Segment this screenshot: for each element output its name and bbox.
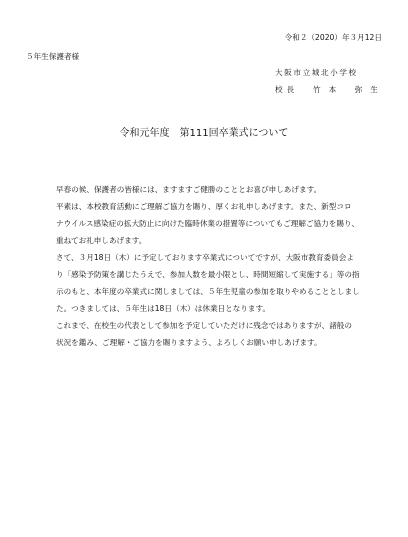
body-paragraph: 早春の候、保護者の皆様には、ますますご健勝のこととお喜び申しあげます。 [56, 185, 322, 194]
recipient-line: ５年生保護者様 [26, 52, 80, 61]
principal-title: 校長 [275, 85, 299, 94]
body-paragraph: さて、３月18日（木）に予定しております卒業式についてですが、大阪市教育委員会よ り「感染予防策を講じたうえで、参加人数を最小限とし、時間短縮して実施する」等の指 示のもと、本年度の卒業式に関しましては、５年生児童の参加を取りやめることとしまし た。つきましては、５年生は18日（木）は休業日となります。 [56, 253, 360, 313]
school-name: 大阪市立城北小学校 [275, 68, 358, 77]
document-body [56, 181, 386, 351]
document-date: 令和２（2020）年３月12日 [284, 33, 382, 42]
principal-name: 竹本 弥生 [313, 85, 386, 94]
principal-line [275, 85, 386, 94]
body-paragraph: 平素は、本校教育活動にご理解ご協力を賜り、厚くお礼申しあげます。また、新型コロ ナウイルス感染症の拡大防止に向けた臨時休業の措置等についてもご理解ご協力を賜り、 重ねてお礼申しあげます。 [56, 202, 360, 245]
body-paragraph: これまで、在校生の代表として参加を予定していただけに残念ではありますが、諸般の 状況を鑑み、ご理解・ご協力を賜りますよう、よろしくお願い申しあげます。 [56, 321, 352, 347]
document-title: 令和元年度 第111回卒業式について [119, 128, 289, 139]
